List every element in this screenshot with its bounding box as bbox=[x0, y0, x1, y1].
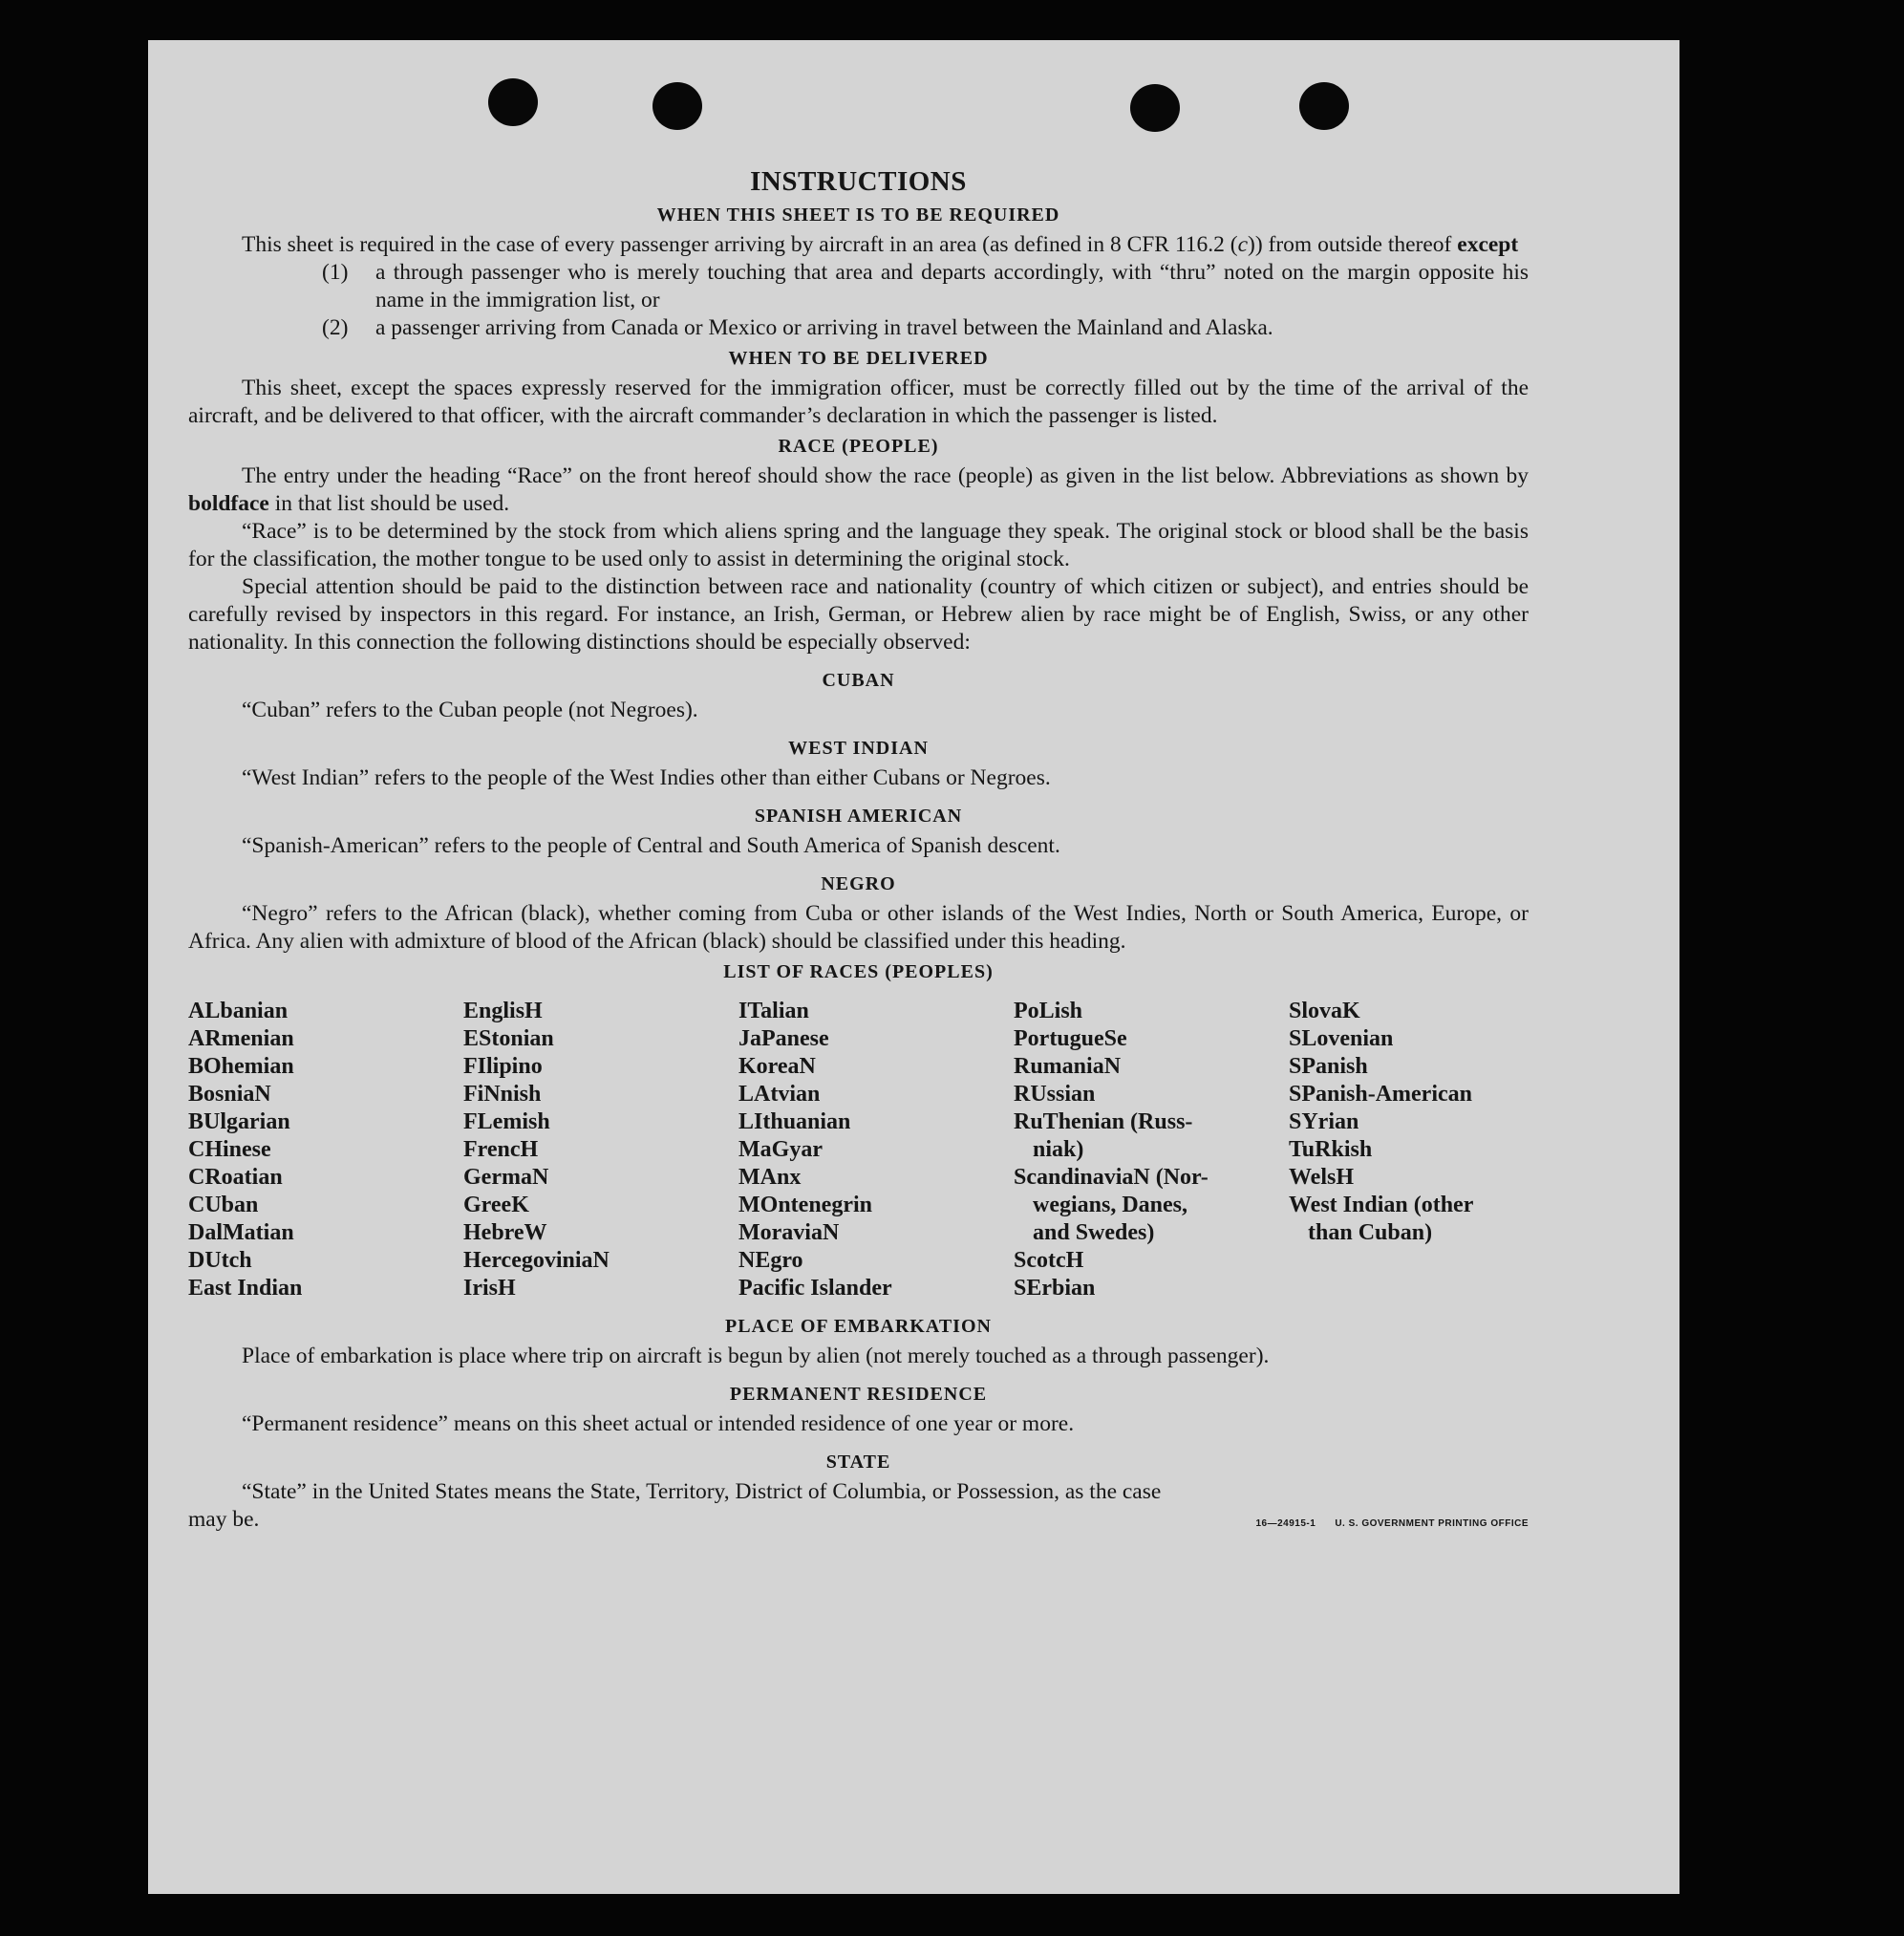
race-entry: LIthuanian bbox=[738, 1109, 851, 1134]
race-entry: SErbian bbox=[1014, 1276, 1096, 1301]
race-paragraph: “Race” is to be determined by the stock from which aliens spring and the language they speak. The original stock or blood shall be the basis for the classification, the mother tongue to be used only to assist in determining the original stock. bbox=[188, 519, 1529, 571]
form-number: 16—24915-1 bbox=[1255, 1518, 1316, 1529]
embarkation-text: Place of embarkation is place where trip on aircraft is begun by alien (not merely touched as a through passenger). bbox=[242, 1344, 1270, 1368]
section-heading-negro: NEGRO bbox=[821, 873, 896, 894]
race-entry-continuation: than Cuban) bbox=[1308, 1220, 1433, 1245]
punch-hole bbox=[488, 78, 538, 126]
race-entry: NEgro bbox=[738, 1248, 803, 1273]
races-column bbox=[463, 998, 738, 1302]
state-text-tail-row bbox=[188, 1506, 1529, 1538]
when-delivered-text: This sheet, except the spaces expressly reserved for the immigration officer, must be correctly filled out by the time of the arrival of the aircraft, and be delivered to that officer, with the aircraft commander’s declaration in which the passenger is listed. bbox=[188, 376, 1529, 428]
race-entry: DUtch bbox=[188, 1248, 252, 1273]
exception-item: (2) a passenger arriving from Canada or Mexico or arriving in travel between the Mainland and Alaska. bbox=[322, 315, 1273, 340]
race-entry: DalMatian bbox=[188, 1220, 294, 1245]
race-paragraph: Special attention should be paid to the distinction between race and nationality (country of which citizen or subject), and entries should be carefully revised by inspectors in this regard. For instance, an Irish, German, or Hebrew alien by race might be of English, Swiss, or any other nationality. In this connection the following distinctions should be especially observed: bbox=[188, 574, 1529, 655]
race-entry: CRoatian bbox=[188, 1165, 283, 1190]
race-entry-continuation: wegians, Danes, bbox=[1033, 1193, 1188, 1217]
printer-imprint bbox=[1236, 1510, 1529, 1538]
section-heading-when-required: WHEN THIS SHEET IS TO BE REQUIRED bbox=[656, 204, 1060, 226]
race-entry: WelsH bbox=[1289, 1165, 1355, 1190]
race-entry: MaGyar bbox=[738, 1137, 823, 1162]
race-entry: SlovaK bbox=[1289, 999, 1360, 1023]
race-entry: IrisH bbox=[463, 1276, 516, 1301]
race-entry: PoLish bbox=[1014, 999, 1083, 1023]
races-list bbox=[188, 998, 1529, 1302]
race-entry-continuation: and Swedes) bbox=[1033, 1220, 1155, 1245]
races-column bbox=[1014, 998, 1289, 1302]
race-entry: FLemish bbox=[463, 1109, 550, 1134]
spanish-american-text: “Spanish-American” refers to the people of Central and South America of Spanish descent. bbox=[242, 833, 1060, 858]
race-entry: ITalian bbox=[738, 999, 809, 1023]
race-entry: West Indian (other bbox=[1289, 1193, 1474, 1217]
race-entry: HercegoviniaN bbox=[463, 1248, 610, 1273]
race-entry: East Indian bbox=[188, 1276, 303, 1301]
section-heading-when-delivered: WHEN TO BE DELIVERED bbox=[728, 348, 989, 369]
punch-hole bbox=[1299, 82, 1349, 130]
race-entry: BUlgarian bbox=[188, 1109, 290, 1134]
race-entry: HebreW bbox=[463, 1220, 547, 1245]
exception-item: (1) a through passenger who is merely touching that area and departs accordingly, with “thru” noted on the margin opposite his name in the immigration list, or bbox=[322, 260, 1529, 312]
race-entry: PortugueSe bbox=[1014, 1026, 1127, 1051]
race-entry: SLovenian bbox=[1289, 1026, 1394, 1051]
race-entry: ScotcH bbox=[1014, 1248, 1084, 1273]
race-entry: MoraviaN bbox=[738, 1220, 840, 1245]
section-heading-state: STATE bbox=[825, 1452, 891, 1473]
race-entry: ALbanian bbox=[188, 999, 289, 1023]
race-entry: GermaN bbox=[463, 1165, 549, 1190]
cuban-text: “Cuban” refers to the Cuban people (not Negroes). bbox=[242, 698, 698, 722]
section-heading-cuban: CUBAN bbox=[822, 670, 895, 691]
race-entry: LAtvian bbox=[738, 1082, 821, 1107]
document-content bbox=[188, 164, 1529, 1538]
race-entry: CHinese bbox=[188, 1137, 271, 1162]
race-entry: RumaniaN bbox=[1014, 1054, 1122, 1079]
race-entry: MAnx bbox=[738, 1165, 802, 1190]
printer-name: U. S. GOVERNMENT PRINTING OFFICE bbox=[1335, 1518, 1529, 1529]
section-heading-race: RACE (PEOPLE) bbox=[778, 436, 939, 457]
races-column bbox=[188, 998, 463, 1302]
race-entry-continuation: niak) bbox=[1033, 1137, 1084, 1162]
residence-text: “Permanent residence” means on this sheet actual or intended residence of one year or more. bbox=[242, 1411, 1075, 1436]
section-heading-spanish-american: SPANISH AMERICAN bbox=[754, 806, 963, 827]
page-title: INSTRUCTIONS bbox=[750, 166, 967, 197]
races-column bbox=[738, 998, 1014, 1302]
punch-hole bbox=[1130, 84, 1180, 132]
race-entry: BosniaN bbox=[188, 1082, 271, 1107]
race-entry: BOhemian bbox=[188, 1054, 294, 1079]
section-heading-embarkation: PLACE OF EMBARKATION bbox=[725, 1316, 992, 1337]
race-entry: EStonian bbox=[463, 1026, 554, 1051]
race-entry: RuThenian (Russ- bbox=[1014, 1109, 1193, 1134]
races-column bbox=[1289, 998, 1529, 1302]
punch-hole bbox=[652, 82, 702, 130]
west-indian-text: “West Indian” refers to the people of the West Indies other than either Cubans or Negroes. bbox=[242, 765, 1051, 790]
race-entry: SYrian bbox=[1289, 1109, 1359, 1134]
race-entry: JaPanese bbox=[738, 1026, 829, 1051]
when-required-intro: This sheet is required in the case of every passenger arriving by aircraft in an area (as defined in 8 CFR 116.2 (c)) from outside thereof except bbox=[242, 232, 1519, 257]
race-entry: MOntenegrin bbox=[738, 1193, 872, 1217]
section-heading-residence: PERMANENT RESIDENCE bbox=[729, 1384, 988, 1405]
race-entry: ScandinaviaN (Nor- bbox=[1014, 1165, 1209, 1190]
state-text: “State” in the United States means the State, Territory, District of Columbia, or Possession, as the case bbox=[242, 1479, 1162, 1504]
race-entry: TuRkish bbox=[1289, 1137, 1373, 1162]
document-sheet bbox=[148, 40, 1679, 1894]
race-entry: EnglisH bbox=[463, 999, 543, 1023]
race-entry: SPanish bbox=[1289, 1054, 1368, 1079]
race-entry: FIlipino bbox=[463, 1054, 543, 1079]
race-entry: FiNnish bbox=[463, 1082, 542, 1107]
race-paragraph: The entry under the heading “Race” on the front hereof should show the race (people) as given in the list below. Abbreviations as shown by boldface in that list should be used. bbox=[188, 463, 1529, 516]
section-heading-west-indian: WEST INDIAN bbox=[788, 738, 929, 759]
race-entry: GreeK bbox=[463, 1193, 529, 1217]
race-entry: FrencH bbox=[463, 1137, 539, 1162]
state-text-tail: may be. bbox=[188, 1507, 260, 1532]
race-entry: Pacific Islander bbox=[738, 1276, 892, 1301]
race-entry: RUssian bbox=[1014, 1082, 1096, 1107]
race-entry: ARmenian bbox=[188, 1026, 294, 1051]
section-heading-list-of-races: LIST OF RACES (PEOPLES) bbox=[723, 961, 994, 982]
race-entry: SPanish-American bbox=[1289, 1082, 1472, 1107]
negro-text: “Negro” refers to the African (black), whether coming from Cuba or other islands of the West Indies, North or South America, Europe, or Africa. Any alien with admixture of blood of the African (black) should be classified under this heading. bbox=[188, 901, 1529, 954]
race-entry: KoreaN bbox=[738, 1054, 816, 1079]
race-entry: CUban bbox=[188, 1193, 259, 1217]
